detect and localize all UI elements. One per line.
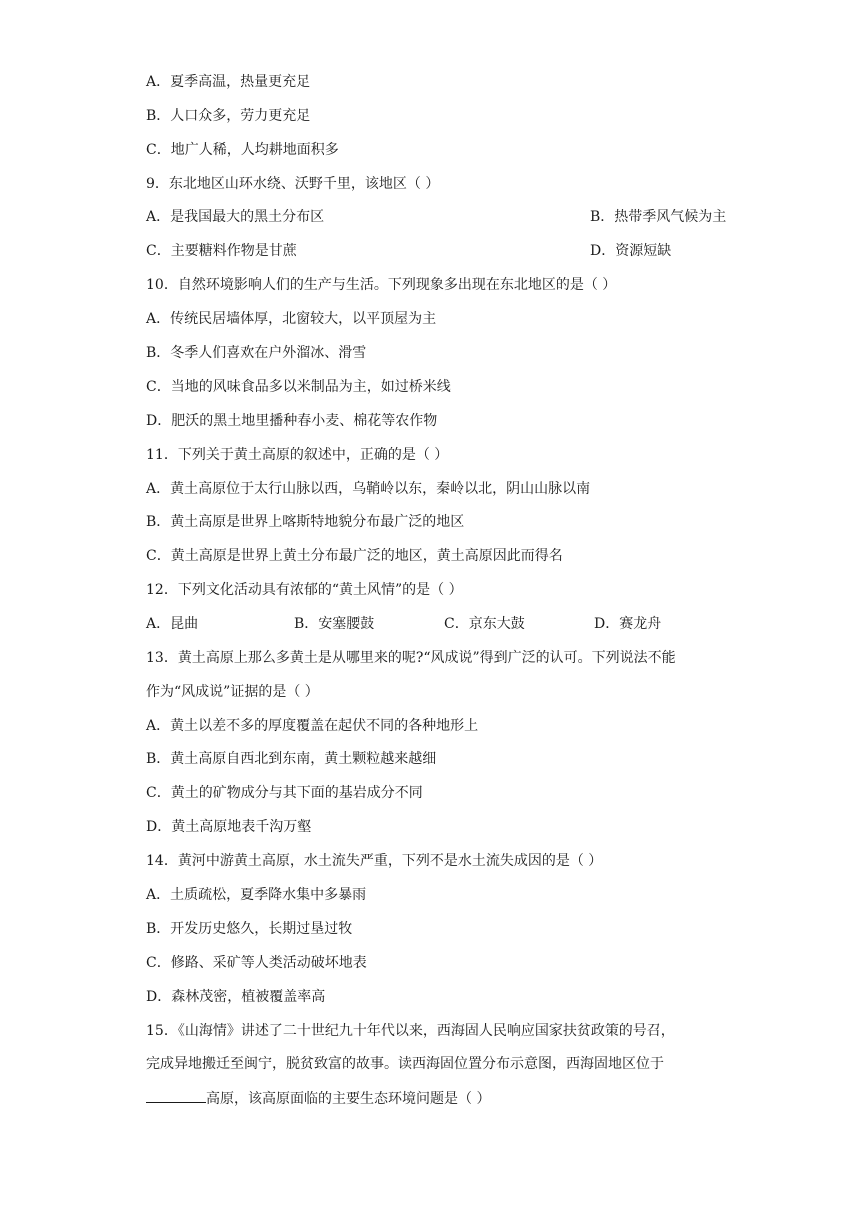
- q8-option-b: B．人口众多，劳力更充足: [146, 108, 311, 124]
- q11-option-b: B．黄土高原是世界上喀斯特地貌分布最广泛的地区: [146, 514, 465, 530]
- q13-option-a: A．黄土以差不多的厚度覆盖在起伏不同的各种地形上: [146, 718, 479, 734]
- q9-options-row1: [146, 207, 746, 227]
- q13-stem-line2: 作为“风成说”证据的是（ ）: [146, 684, 319, 700]
- q14-option-a: A．土质疏松，夏季降水集中多暴雨: [146, 887, 367, 903]
- q14-option-b: B．开发历史悠久，长期过垦过牧: [146, 921, 353, 937]
- q9-option-d: D．资源短缺: [590, 243, 672, 259]
- answer-blank[interactable]: [146, 1088, 206, 1103]
- q13-option-b: B．黄土高原自西北到东南，黄土颗粒越来越细: [146, 751, 437, 767]
- q15-stem-line3-text: 高原，该高原面临的主要生态环境问题是（ ）: [206, 1091, 491, 1107]
- q13-stem-line1: 13．黄土高原上那么多黄土是从哪里来的呢?“风成说”得到广泛的认可。下列说法不能: [146, 650, 676, 666]
- q12-options-row: [146, 614, 746, 634]
- q9-option-b: B．热带季风气候为主: [590, 209, 727, 225]
- q14-option-c: C．修路、采矿等人类活动破坏地表: [146, 955, 367, 971]
- q10-option-b: B．冬季人们喜欢在户外溜冰、滑雪: [146, 345, 367, 361]
- q9-stem: 9．东北地区山环水绕、沃野千里，该地区（ ）: [146, 176, 440, 192]
- q9-option-a: A．是我国最大的黑土分布区: [146, 209, 325, 225]
- q10-stem: 10．自然环境影响人们的生产与生活。下列现象多出现在东北地区的是（ ）: [146, 277, 617, 293]
- q10-option-c: C．当地的风味食品多以米制品为主，如过桥米线: [146, 379, 451, 395]
- q11-option-c: C．黄土高原是世界上黄土分布最广泛的地区，黄土高原因此而得名: [146, 548, 563, 564]
- q12-stem: 12．下列文化活动具有浓郁的“黄土风情”的是（ ）: [146, 582, 463, 598]
- q15-stem-line1: 15．《山海情》讲述了二十世纪九十年代以来，西海固人民响应国家扶贫政策的号召，: [146, 1023, 675, 1039]
- q10-option-d: D．肥沃的黑土地里播种春小麦、棉花等农作物: [146, 413, 438, 429]
- q8-option-c: C．地广人稀，人均耕地面积多: [146, 142, 339, 158]
- q11-stem: 11．下列关于黄土高原的叙述中，正确的是（ ）: [146, 447, 449, 463]
- q12-option-a: A．昆曲: [146, 616, 199, 632]
- q12-option-c: C．京东大鼓: [444, 616, 525, 632]
- q15-stem-line2: 完成异地搬迁至闽宁，脱贫致富的故事。读西海固位置分布示意图，西海固地区位于: [146, 1056, 664, 1072]
- q9-option-c: C．主要糖料作物是甘蔗: [146, 243, 297, 259]
- q12-option-d: D．赛龙舟: [594, 616, 662, 632]
- q13-option-d: D．黄土高原地表千沟万壑: [146, 819, 312, 835]
- q11-option-a: A．黄土高原位于太行山脉以西，乌鞘岭以东，秦岭以北，阴山山脉以南: [146, 481, 591, 497]
- q10-option-a: A．传统民居墙体厚，北窗较大，以平顶屋为主: [146, 311, 437, 327]
- q14-option-d: D．森林茂密，植被覆盖率高: [146, 989, 326, 1005]
- q15-stem-line3: [146, 1088, 490, 1109]
- q13-option-c: C．黄土的矿物成分与其下面的基岩成分不同: [146, 785, 423, 801]
- q9-options-row2: [146, 241, 746, 261]
- q8-option-a: A．夏季高温，热量更充足: [146, 74, 311, 90]
- q12-option-b: B．安塞腰鼓: [294, 616, 375, 632]
- q14-stem: 14．黄河中游黄土高原，水土流失严重，下列不是水土流失成因的是（ ）: [146, 853, 603, 869]
